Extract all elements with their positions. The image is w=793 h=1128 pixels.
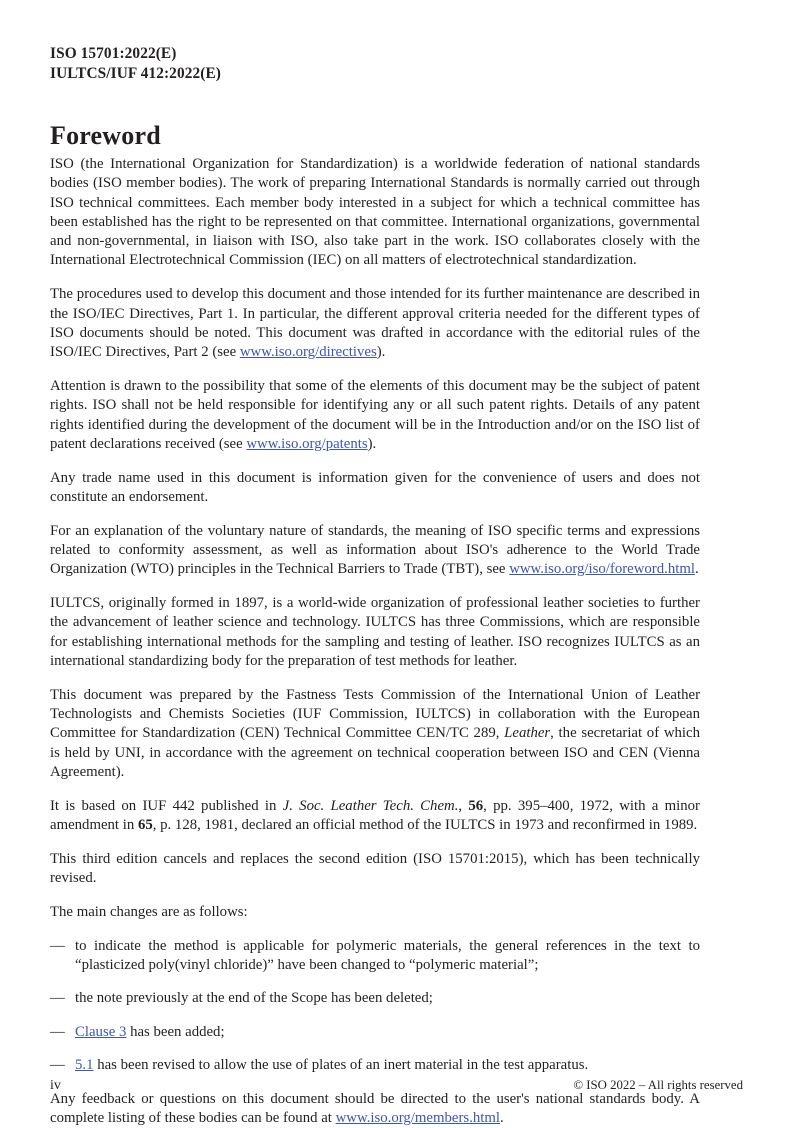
list-item xyxy=(50,1023,700,1042)
page-footer xyxy=(50,1078,743,1094)
em-dash-marker: — xyxy=(50,937,65,954)
paragraph-feedback-text: Any feedback or questions on this document should be directed to the user's national standards body. A complete listing of these bodies can be found at xyxy=(50,1090,700,1127)
page-title: Foreword xyxy=(50,121,161,151)
paragraph-procedures-tail: ). xyxy=(376,344,386,361)
citation-part1: It is based on IUF 442 published in xyxy=(50,797,283,814)
journal-title: J. Soc. Leather Tech. Chem. xyxy=(282,797,459,814)
link-clause-3[interactable]: Clause 3 xyxy=(75,1023,127,1040)
paragraph-edition-notice: This third edition cancels and replaces the second edition (ISO 15701:2015), which has been technically revised. xyxy=(50,850,700,887)
list-item xyxy=(50,989,700,1008)
paragraph-patent-rights-tail: ). xyxy=(367,435,377,452)
citation-part3: , pp. 395–400, 1972, with a minor amendment in xyxy=(50,797,700,834)
list-item-text: the note previously at the end of the Scope has been deleted; xyxy=(75,990,433,1007)
main-changes-list xyxy=(50,937,700,1075)
page-number: iv xyxy=(50,1078,61,1093)
committee-title-leather: Leather xyxy=(504,725,551,742)
list-item-text: has been revised to allow the use of plates of an inert material in the test apparatus. xyxy=(93,1056,589,1073)
list-item xyxy=(50,937,700,976)
link-iso-foreword[interactable]: www.iso.org/iso/foreword.html xyxy=(509,561,695,578)
link-iso-directives[interactable]: www.iso.org/directives xyxy=(239,344,377,361)
paragraph-source-citation xyxy=(50,797,700,836)
paragraph-iultcs-background: IULTCS, originally formed in 1897, is a world-wide organization of professional leather societies to further the advancement of leather science and technology. IULTCS has three Commissions, which are responsible for establishing international methods for the sampling and testing of leather. ISO recognizes IULTCS as an international standardizing body for the preparation of test methods for leather. xyxy=(50,595,700,670)
paragraph-wto-tbt xyxy=(50,522,700,580)
paragraph-patent-rights-text: Attention is drawn to the possibility that some of the elements of this document may be the subject of patent rights. ISO shall not be held responsible for identifying any or all such patent rights. Details of any patent rights identified during the development of the document will be in the Introduction and/or on the ISO list of patent declarations received (see xyxy=(50,377,700,452)
paragraph-procedures-text: The procedures used to develop this document and those intended for its further maintenance are described in the ISO/IEC Directives, Part 1. In particular, the different approval criteria needed for the different types of ISO documents should be noted. This document was drafted in accordance with the editorial rules of the ISO/IEC Directives, Part 2 (see xyxy=(50,286,700,361)
link-subclause-5-1[interactable]: 5.1 xyxy=(75,1056,94,1073)
paragraph-feedback xyxy=(50,1090,700,1128)
journal-volume-65: 65 xyxy=(137,817,153,834)
paragraph-wto-tbt-tail: . xyxy=(694,561,699,578)
em-dash-marker: — xyxy=(50,1023,65,1040)
paragraph-main-changes-intro: The main changes are as follows: xyxy=(50,904,248,920)
paragraph-feedback-tail: . xyxy=(500,1110,504,1127)
standard-id-iso: ISO 15701:2022(E) xyxy=(50,45,177,62)
em-dash-marker: — xyxy=(50,990,65,1007)
link-iso-patents[interactable]: www.iso.org/patents xyxy=(246,435,368,452)
document-identifiers xyxy=(50,44,221,84)
paragraph-preparation-part2: , the secretariat of which is held by UNI, in accordance with the agreement on technical cooperation between ISO and CEN (Vienna Agreement). xyxy=(50,725,700,781)
paragraph-procedures xyxy=(50,285,700,362)
list-item xyxy=(50,1056,700,1075)
standard-id-iultcs: IULTCS/IUF 412:2022(E) xyxy=(50,65,221,83)
paragraph-wto-tbt-text: For an explanation of the voluntary nature of standards, the meaning of ISO specific terms and expressions related to conformity assessment, as well as information about ISO's adherence to the World Trade Organization (WTO) principles in the Technical Barriers to Trade (TBT), see xyxy=(50,522,700,578)
list-item-text: has been added; xyxy=(126,1023,225,1040)
link-iso-members[interactable]: www.iso.org/members.html xyxy=(335,1110,500,1127)
list-item-text: to indicate the method is applicable for polymeric materials, the general references in the text to “plasticized poly(vinyl chloride)” have been changed to “polymeric material”; xyxy=(75,937,700,974)
paragraph-patent-rights xyxy=(50,377,700,454)
foreword-content xyxy=(50,155,700,1128)
journal-volume-56: 56 xyxy=(468,797,484,814)
paragraph-trade-name: Any trade name used in this document is information given for the convenience of users and does not constitute an endorsement. xyxy=(50,469,700,505)
citation-part2: , xyxy=(458,797,469,814)
paragraph-document-preparation xyxy=(50,686,700,782)
paragraph-preparation-part1: This document was prepared by the Fastness Tests Commission of the International Union of Leather Technologists and Chemists Societies (IUF Commission, IULTCS) in collaboration with the European Committee for Standardization (CEN) Technical Committee CEN/TC 289, xyxy=(50,686,700,742)
paragraph-iso-description: ISO (the International Organization for Standardization) is a worldwide federation of national standards bodies (ISO member bodies). The work of preparing International Standards is normally carried out through ISO technical committees. Each member body interested in a subject for which a technical committee has been established has the right to be represented on that committee. International organizations, governmental and non-governmental, in liaison with ISO, also take part in the work. ISO collaborates closely with the International Electrotechnical Commission (IEC) on all matters of electrotechnical standardization. xyxy=(50,156,700,269)
citation-part4: , p. 128, 1981, declared an official method of the IULTCS in 1973 and reconfirmed in 1989. xyxy=(152,817,698,834)
em-dash-marker: — xyxy=(50,1056,65,1073)
copyright-notice: © ISO 2022 – All rights reserved xyxy=(573,1078,743,1092)
